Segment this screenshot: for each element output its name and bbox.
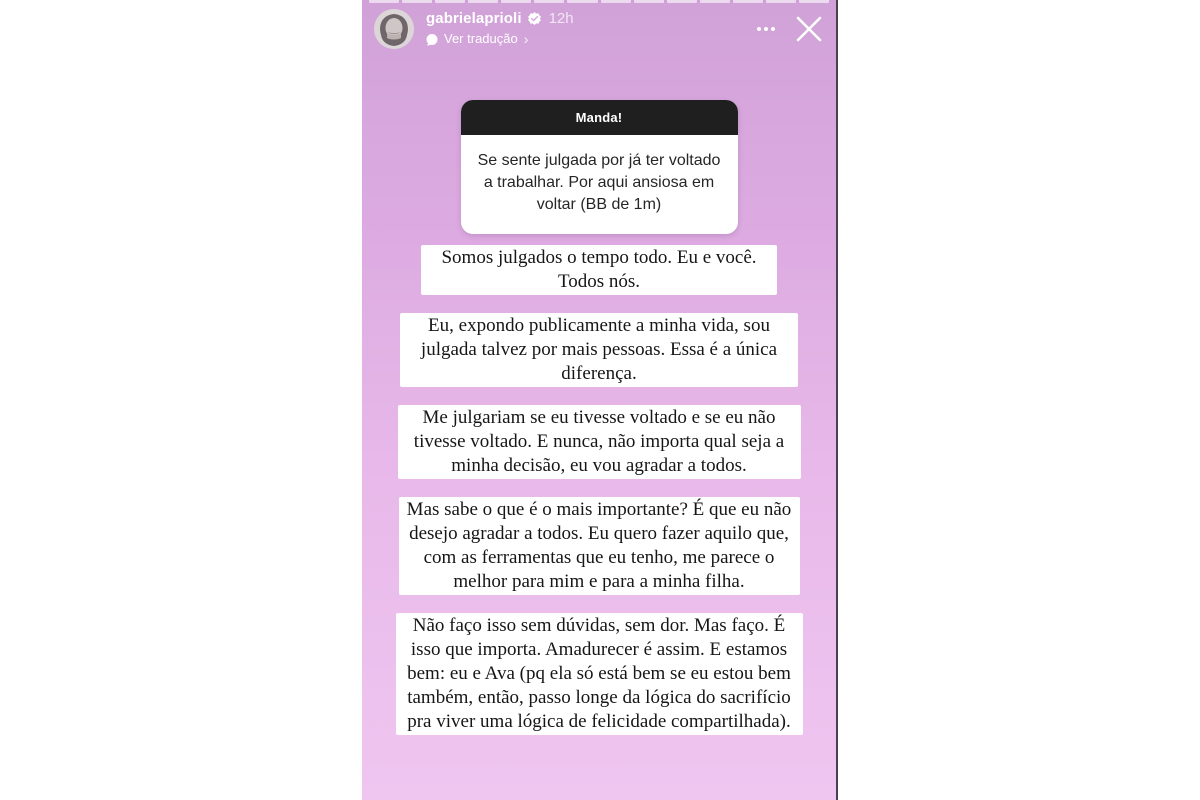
progress-segment (601, 0, 631, 3)
answer-block-3: Me julgariam se eu tivesse voltado e se eu não tivesse voltado. E nunca, não importa qual seja a minha decisão, eu vou agradar a todos. (398, 405, 801, 479)
answer-block-2: Eu, expondo publicamente a minha vida, sou julgada talvez por mais pessoas. Essa é a única diferença. (400, 313, 798, 387)
progress-segment (799, 0, 829, 3)
progress-segment (468, 0, 498, 3)
progress-segment (501, 0, 531, 3)
verified-badge-icon (528, 12, 541, 25)
ellipsis-dot (764, 27, 768, 31)
progress-segment (369, 0, 399, 3)
translation-link[interactable] (426, 31, 574, 46)
answer-block-4: Mas sabe o que é o mais importante? É que eu não desejo agradar a todos. Eu quero fazer aquilo que, com as ferramentas que eu tenho, me parece o melhor para mim e para a minha filha. (399, 497, 800, 595)
question-sticker-header: Manda! (461, 100, 738, 135)
answer-block-1: Somos julgados o tempo todo. Eu e você. Todos nós. (421, 245, 777, 295)
question-sticker (461, 100, 738, 234)
progress-segment (634, 0, 664, 3)
translation-bubble-icon (426, 33, 438, 45)
answer-block-5: Não faço isso sem dúvidas, sem dor. Mas faço. É isso que importa. Amadurecer é assim. E estamos bem: eu e Ava (pq ela só está bem se eu estou bem também, então, passo longe da lógica do sacrifício pra viver uma lógica de felicidade compartilhada). (396, 613, 803, 735)
answer-blocks (362, 245, 836, 735)
ellipsis-dot (771, 27, 775, 31)
timestamp: 12h (548, 9, 574, 27)
question-text: Se sente julgada por já ter voltado a trabalhar. Por aqui ansiosa em voltar (BB de 1m) (477, 152, 721, 213)
progress-segment (435, 0, 465, 3)
progress-segment (567, 0, 597, 3)
close-icon (794, 14, 824, 44)
translation-label: Ver tradução (444, 31, 518, 46)
story-canvas (362, 0, 838, 800)
progress-segment (733, 0, 763, 3)
progress-segment (700, 0, 730, 3)
progress-segment (402, 0, 432, 3)
progress-segment (667, 0, 697, 3)
story-progress-bar (362, 0, 836, 3)
avatar-portrait (374, 9, 414, 49)
ellipsis-dot (757, 27, 761, 31)
username[interactable]: gabrielaprioli (426, 9, 522, 27)
progress-segment (766, 0, 796, 3)
progress-segment (534, 0, 564, 3)
close-button[interactable] (790, 10, 828, 48)
chevron-right-icon: › (523, 30, 529, 47)
more-options-button[interactable] (752, 20, 780, 38)
avatar[interactable] (374, 9, 414, 49)
